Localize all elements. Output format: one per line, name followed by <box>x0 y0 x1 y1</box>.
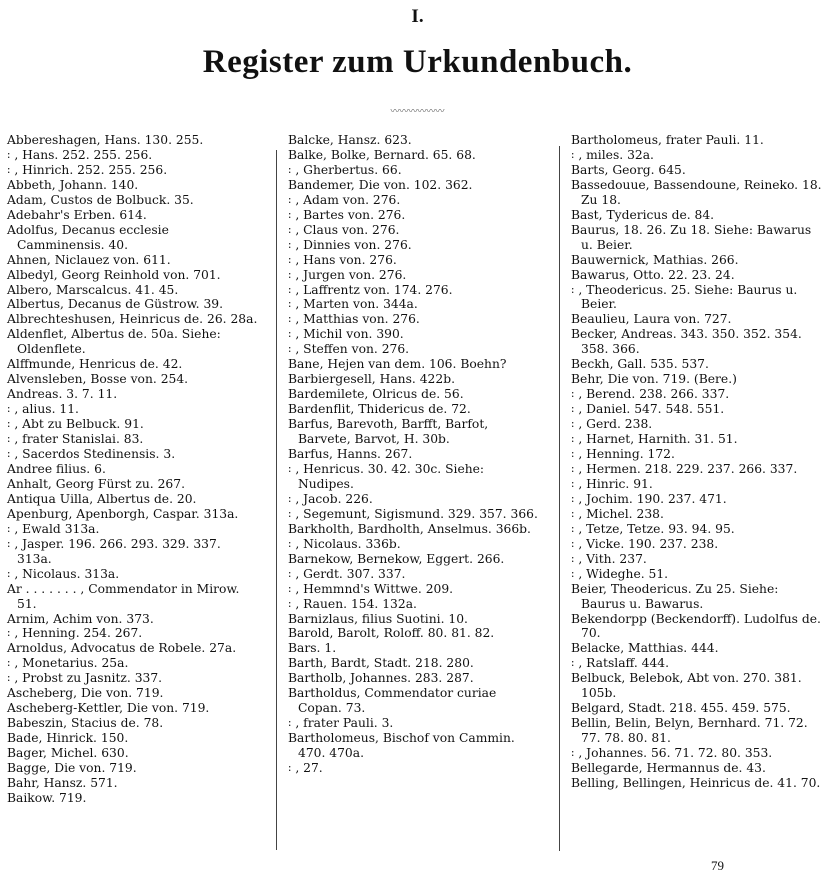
register-entry: ꞉ , Gerdt. 307. 337. <box>288 566 406 581</box>
register-entry: ꞉ , Segemunt, Sigismund. 329. 357. 366. <box>288 506 538 521</box>
register-entry: ꞉ , Jacob. 226. <box>288 491 373 506</box>
register-entry: ꞉ , Theodericus. 25. Siehe: Baurus u. Beier. <box>571 282 798 312</box>
register-entry: Barbiergesell, Hans. 422b. <box>288 372 455 387</box>
register-entry: Bellin, Belin, Belyn, Bernhard. 71. 72. 77. 78. 80. 81. <box>571 716 808 746</box>
register-entry: Bauwernick, Mathias. 266. <box>571 252 739 267</box>
register-entry: ꞉ , Henricus. 30. 42. 30c. Siehe: Nudipes. <box>288 461 485 491</box>
register-entry: ꞉ , Abt zu Belbuck. 91. <box>7 417 144 432</box>
register-entry: Anhalt, Georg Fürst zu. 267. <box>7 476 185 491</box>
register-entry: ꞉ , Hinrich. 252. 255. 256. <box>7 162 168 177</box>
register-entry: Abbereshagen, Hans. 130. 255. <box>7 133 204 147</box>
section-numeral: I. <box>411 6 424 27</box>
register-entry: Bast, Tydericus de. 84. <box>571 207 715 222</box>
register-entry: ꞉ , Henning. 254. 267. <box>7 626 143 641</box>
register-entry: ꞉ , Nicolaus. 336b. <box>288 536 401 551</box>
register-entry: ꞉ , Johannes. 56. 71. 72. 80. 353. <box>571 746 773 761</box>
register-entry: Behr, Die von. 719. (Bere.) <box>571 372 737 387</box>
register-entry: Albero, Marscalcus. 41. 45. <box>7 282 179 297</box>
register-entry: ꞉ , Hermen. 218. 229. 237. 266. 337. <box>571 461 798 476</box>
register-entry: Bardenflit, Thidericus de. 72. <box>288 402 471 417</box>
register-entry: Beier, Theodericus. Zu 25. Siehe: Baurus u. Bawarus. <box>571 581 779 611</box>
register-entry: Ascheberg-Kettler, Die von. 719. <box>7 701 210 716</box>
register-entry: Baikow. 719. <box>7 790 87 805</box>
register-entry: Arnoldus, Advocatus de Robele. 27a. <box>7 641 237 656</box>
register-entry: Beaulieu, Laura von. 727. <box>571 312 732 327</box>
register-entry: ꞉ , Probst zu Jasnitz. 337. <box>7 671 163 686</box>
register-column-2 <box>288 133 540 776</box>
register-entry: Alffmunde, Henricus de. 42. <box>7 357 183 372</box>
register-entry: ꞉ , Bartes von. 276. <box>288 207 406 222</box>
register-entry: Bassedouue, Bassendoune, Reineko. 18. Zu 18. <box>571 177 822 207</box>
register-entry: ꞉ , Gherbertus. 66. <box>288 162 402 177</box>
register-entry: Bahr, Hansz. 571. <box>7 775 118 790</box>
register-entry: ꞉ , Hans von. 276. <box>288 252 397 267</box>
register-entry: Ahnen, Niclauez von. 611. <box>7 252 171 267</box>
register-entry: Barkholth, Bardholth, Anselmus. 366b. <box>288 521 531 536</box>
register-entry: Barth, Bardt, Stadt. 218. 280. <box>288 656 474 671</box>
register-entry: Antiqua Uilla, Albertus de. 20. <box>7 491 197 506</box>
register-entry: ꞉ , Nicolaus. 313a. <box>7 566 120 581</box>
register-entry: Barold, Barolt, Roloff. 80. 81. 82. <box>288 626 495 641</box>
register-entry: ꞉ , Jasper. 196. 266. 293. 329. 337. 313a. <box>7 536 221 566</box>
register-entry: Bars. 1. <box>288 641 337 656</box>
register-entry: Bartholomeus, Bischof von Cammin. 470. 470a. <box>288 731 515 761</box>
register-entry: ꞉ , Ratslaff. 444. <box>571 656 670 671</box>
register-entry: Ar . . . . . . . , Commendator in Mirow. 51. <box>7 581 240 611</box>
register-entry: ꞉ , Wideghe. 51. <box>571 566 669 581</box>
register-entry: Albrechteshusen, Heinricus de. 26. 28a. <box>7 312 258 327</box>
register-entry: ꞉ , Sacerdos Stedinensis. 3. <box>7 447 176 462</box>
register-entry: Adam, Custos de Bolbuck. 35. <box>7 192 194 207</box>
register-entry: Barfus, Hanns. 267. <box>288 447 413 462</box>
register-entry: Albedyl, Georg Reinhold von. 701. <box>7 267 221 282</box>
register-entry: ꞉ , Berend. 238. 266. 337. <box>571 387 730 402</box>
register-entry: Baurus, 18. 26. Zu 18. Siehe: Bawarus u. Beier. <box>571 222 812 252</box>
register-entry: ꞉ , Jurgen von. 276. <box>288 267 407 282</box>
register-entry: ꞉ , frater Stanislai. 83. <box>7 432 144 447</box>
register-entry: Beckh, Gall. 535. 537. <box>571 357 709 372</box>
register-entry: ꞉ , Jochim. 190. 237. 471. <box>571 491 727 506</box>
register-entry: Apenburg, Apenborgh, Caspar. 313a. <box>7 506 239 521</box>
register-entry: ꞉ , Matthias von. 276. <box>288 312 420 327</box>
register-entry: Belbuck, Belebok, Abt von. 270. 381. 105b. <box>571 671 802 701</box>
register-entry: Bawarus, Otto. 22. 23. 24. <box>571 267 735 282</box>
register-entry: Andreas. 3. 7. 11. <box>7 387 118 402</box>
register-entry: Bane, Hejen van dem. 106. Boehn? <box>288 357 507 372</box>
register-entry: ꞉ , Hinric. 91. <box>571 476 653 491</box>
register-entry: ꞉ , Laffrentz von. 174. 276. <box>288 282 453 297</box>
register-entry: ꞉ , Hemmnd's Wittwe. 209. <box>288 581 454 596</box>
register-entry: Belgard, Stadt. 218. 455. 459. 575. <box>571 701 791 716</box>
register-entry: ꞉ , alius. 11. <box>7 402 79 417</box>
register-entry: Abbeth, Johann. 140. <box>7 177 139 192</box>
register-column-1 <box>7 133 259 806</box>
register-entry: Bandemer, Die von. 102. 362. <box>288 177 473 192</box>
register-entry: ꞉ , Claus von. 276. <box>288 222 400 237</box>
register-entry: ꞉ , Harnet, Harnith. 31. 51. <box>571 432 738 447</box>
register-entry: Barts, Georg. 645. <box>571 162 686 177</box>
page-title: Register zum Urkundenbuch. <box>202 44 633 80</box>
register-entry: Babeszin, Stacius de. 78. <box>7 716 164 731</box>
column-divider-1 <box>276 150 277 850</box>
register-entry: Ascheberg, Die von. 719. <box>7 686 164 701</box>
title-ornament: 〰〰〰〰〰〰 <box>390 107 445 117</box>
register-entry: Adebahr's Erben. 614. <box>7 207 147 222</box>
register-entry: ꞉ , Dinnies von. 276. <box>288 237 412 252</box>
register-entry: ꞉ , Vicke. 190. 237. 238. <box>571 536 719 551</box>
register-entry: Bade, Hinrick. 150. <box>7 731 129 746</box>
register-entry: Becker, Andreas. 343. 350. 352. 354. 358. 366. <box>571 327 802 357</box>
register-entry: ꞉ , miles. 32a. <box>571 147 654 162</box>
register-entry: Bager, Michel. 630. <box>7 746 129 761</box>
register-entry: ꞉ , Steffen von. 276. <box>288 342 410 357</box>
register-entry: ꞉ , 27. <box>288 761 323 776</box>
register-entry: Balcke, Hansz. 623. <box>288 133 412 147</box>
register-entry: Belling, Bellingen, Heinricus de. 41. 70. <box>571 775 821 790</box>
register-entry: Barnekow, Bernekow, Eggert. 266. <box>288 551 505 566</box>
register-entry: ꞉ , Henning. 172. <box>571 447 675 462</box>
register-entry: ꞉ , Marten von. 344a. <box>288 297 418 312</box>
register-entry: Bellegarde, Hermannus de. 43. <box>571 761 766 776</box>
register-entry: Alvensleben, Bosse von. 254. <box>7 372 189 387</box>
register-entry: Bagge, Die von. 719. <box>7 761 137 776</box>
register-entry: ꞉ , Daniel. 547. 548. 551. <box>571 402 725 417</box>
register-entry: Belacke, Matthias. 444. <box>571 641 719 656</box>
register-entry: ꞉ , frater Pauli. 3. <box>288 716 394 731</box>
register-entry: Arnim, Achim von. 373. <box>7 611 154 626</box>
register-entry: ꞉ , Adam von. 276. <box>288 192 401 207</box>
register-entry: ꞉ , Tetze, Tetze. 93. 94. 95. <box>571 521 735 536</box>
register-entry: Bartholb, Johannes. 283. 287. <box>288 671 474 686</box>
register-entry: Bekendorpp (Beckendorff). Ludolfus de. 70. <box>571 611 821 641</box>
register-entry: Albertus, Decanus de Güstrow. 39. <box>7 297 224 312</box>
register-entry: Bartholdus, Commendator curiae Copan. 73. <box>288 686 497 716</box>
register-entry: ꞉ , Michil von. 390. <box>288 327 404 342</box>
register-entry: ꞉ , Gerd. 238. <box>571 417 653 432</box>
register-entry: Andree filius. 6. <box>7 461 106 476</box>
register-entry: ꞉ , Hans. 252. 255. 256. <box>7 147 153 162</box>
register-entry: Bardemilete, Olricus de. 56. <box>288 387 464 402</box>
register-entry: ꞉ , Ewald 313a. <box>7 521 100 536</box>
register-entry: Balke, Bolke, Bernard. 65. 68. <box>288 147 476 162</box>
register-column-3 <box>571 133 825 791</box>
column-divider-2 <box>559 146 560 851</box>
register-entry: Barnizlaus, filius Suotini. 10. <box>288 611 468 626</box>
register-entry: Bartholomeus, frater Pauli. 11. <box>571 133 764 147</box>
page-number: 79 <box>711 858 724 873</box>
register-entry: ꞉ , Rauen. 154. 132a. <box>288 596 417 611</box>
register-entry: Adolfus, Decanus ecclesie Camminensis. 40. <box>7 222 169 252</box>
register-entry: ꞉ , Vith. 237. <box>571 551 647 566</box>
register-entry: Barfus, Barevoth, Barfft, Barfot, Barvete, Barvot, H. 30b. <box>288 417 489 447</box>
register-entry: Aldenflet, Albertus de. 50a. Siehe: Oldenflete. <box>7 327 221 357</box>
register-entry: ꞉ , Monetarius. 25a. <box>7 656 129 671</box>
register-entry: ꞉ , Michel. 238. <box>571 506 664 521</box>
